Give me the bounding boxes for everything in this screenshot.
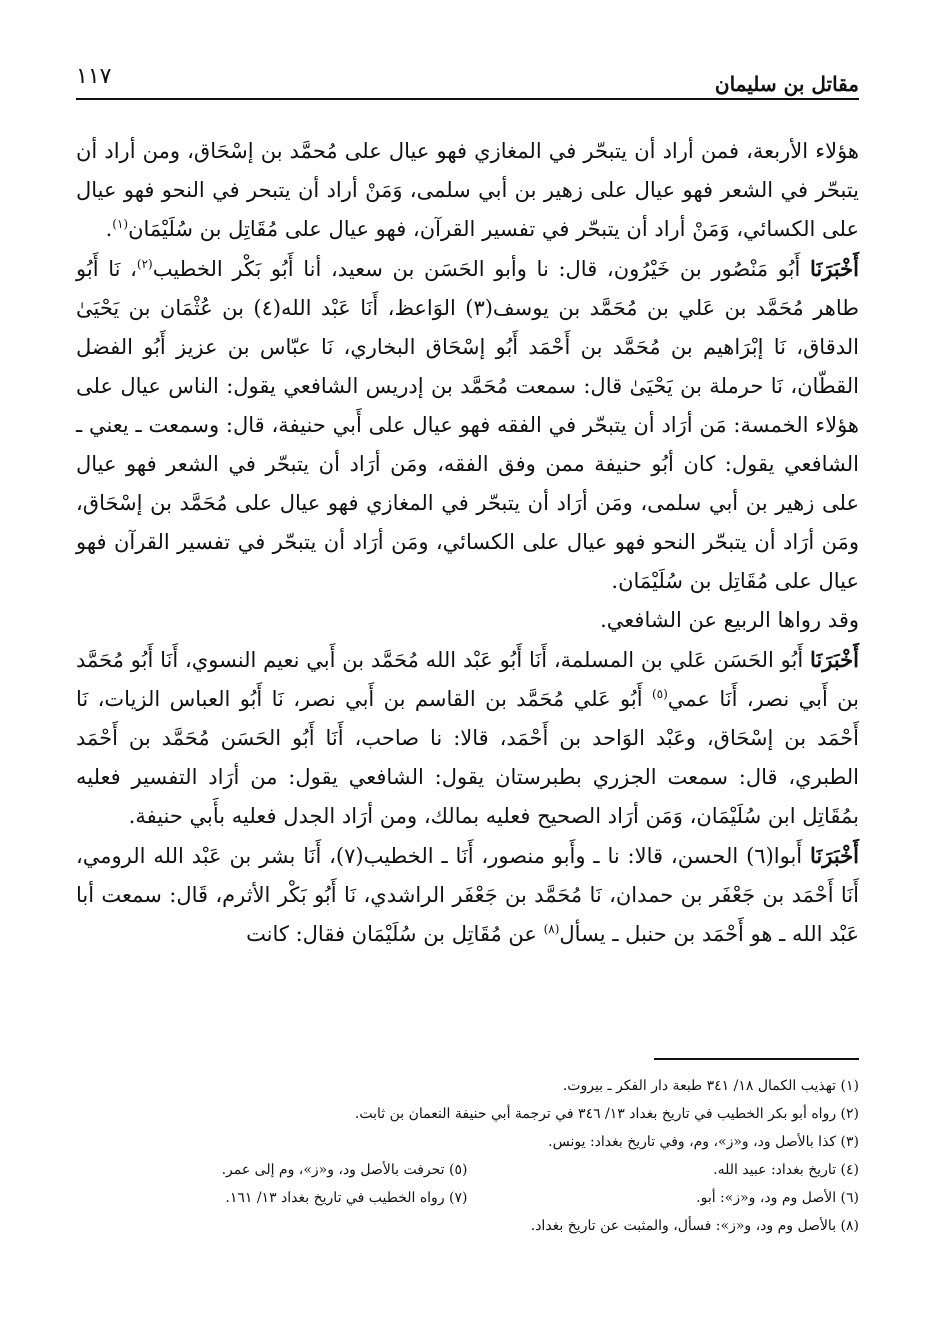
paragraph-3: [76, 601, 859, 640]
paragraph-5: [76, 836, 859, 954]
paragraph-text: أَبُو الحَسَن عَلي بن المسلمة، أَنَا أَبُو عَبْد الله مُحَمَّد بن أَبي نعيم النسوي، أَنَا أَبُو مُحَمَّد بن أَبي نصر، أَنَا عمي: [76, 648, 859, 711]
footnote-1: (١) تهذيب الكمال ١٨/ ٣٤١ طبعة دار الفكر ـ بيروت.: [562, 1078, 859, 1094]
paragraph-tail: عن مُقَاتِل بن سُلَيْمَان فقال: كانت: [246, 922, 544, 946]
paragraph-text: أَبُو مَنْصُور بن خَيْرُون، قال: نا وأبو الحَسَن بن سعيد، أنا أَبُو بَكْر الخطيب: [152, 257, 801, 281]
footnote-divider: [654, 1058, 859, 1060]
paragraph-1: [76, 132, 859, 249]
footnote-8: (٨) بالأصل وم ود، و«ز»: فسأل، والمثبت عن تاريخ بغداد.: [530, 1218, 859, 1234]
paragraph-2: [76, 249, 859, 601]
paragraph-text: أَبوا(٦) الحسن، قالا: نا ـ وأَبو منصور، أَنَا ـ الخطيب(٧)، أَنَا بشر بن عَبْد الله الرومي، أَنَا أَحْمَد بن جَعْفَر بن حمدان، نَا مُحَمَّد بن جَعْفَر الراشدي، نَا أَبُو بَكْر الأثرم، قَال: سمعت أبا عَبْد الله ـ هو أَحْمَد بن حنبل ـ يسأل: [76, 844, 859, 946]
main-text: [76, 132, 859, 954]
paragraph-text: وقد رواها الربيع عن الشافعي.: [600, 608, 859, 632]
footnote-ref: (٥): [651, 687, 668, 701]
page-header: [76, 58, 859, 100]
running-title: مقاتل بن سليمان: [714, 72, 859, 96]
lead-word: أَخْبَرَنَا: [810, 256, 859, 281]
paragraph-4: [76, 640, 859, 836]
lead-word: أَخْبَرَنَا: [810, 843, 859, 868]
footnote-ref: (٢): [136, 257, 153, 271]
paragraph-tail: أَبُو عَلي مُحَمَّد بن القاسم بن أَبي نصر، نَا أَبُو العباس الزيات، نَا أَحْمَد بن إسْحَاق، وعَبْد الوَاحد بن أَحْمَد، قالا: نا صاحب، أَنَا أَبُو الحَسَن مُحَمَّد بن أَحْمَد الطبري، قال: سمعت الجزري بطبرستان يقول: الشافعي يقول: من أرَاد التفسير فعليه بمُقَاتِل ابن سُلَيْمَان، وَمَن أرَاد الصحيح فعليه بمالك، ومن أرَاد الجدل فعليه بأَبي حنيفة.: [76, 687, 859, 828]
footnote-4: (٤) تاريخ بغداد: عبيد الله.: [713, 1162, 859, 1178]
footnotes: [76, 1072, 859, 1240]
footnote-2: (٢) رواه أبو بكر الخطيب في تاريخ بغداد ١٣/ ٣٤٦ في ترجمة أبي حنيفة النعمان بن ثابت.: [354, 1106, 859, 1122]
paragraph-tail: .: [105, 217, 113, 241]
footnote-3: (٣) كذا بالأصل ود، و«ز»، وم، وفي تاريخ بغداد: يونس.: [548, 1134, 859, 1150]
paragraph-tail: ، نَا أَبُو طاهر مُحَمَّد بن عَلي بن مُحَمَّد بن يوسف(٣) الوَاعظ، أَنَا عَبْد الله(٤) بن عُثْمَان بن يَحْيَىٰ الدقاق، نَا إبْرَاهيم بن مُحَمَّد بن أَحْمَد أَبُو إسْحَاق البخاري، نَا عبّاس بن عزيز أَبُو الفضل القطّان، نَا حرملة بن يَحْيَىٰ قال: سمعت مُحَمَّد بن إدريس الشافعي يقول: الناس عيال على هؤلاء الخمسة: مَن أرَاد أن يتبحّر في الفقه فهو عيال على أَبي حنيفة، قال: وسمعت ـ يعني ـ الشافعي يقول: كان أبُو حنيفة ممن وفق الفقه، ومَن أرَاد أن يتبحّر في الشعر فهو عيال على زهير بن أبي سلمى، ومَن أرَاد أن يتبحّر في المغازي فهو عيال على مُحَمَّد بن إسْحَاق، ومَن أرَاد أن يتبحّر النحو فهو عيال على الكسائي، ومَن أرَاد أن يتبحّر في تفسير القرآن فهو عيال على مُقَاتِل بن سُلَيْمَان.: [76, 257, 860, 593]
footnote-5: (٥) تحرفت بالأصل ود، و«ز»، وم إلى عمر.: [221, 1162, 468, 1178]
footnote-ref: (٨): [543, 922, 560, 936]
footnote-6: (٦) الأصل وم ود، و«ز»: أبو.: [696, 1190, 859, 1206]
paragraph-text: هؤلاء الأربعة، فمن أراد أن يتبحّر في المغازي فهو عيال على مُحمَّد بن إسْحَاق، ومن أراد أن يتبحّر في الشعر فهو عيال على زهير بن أبي سلمى، وَمَنْ أراد أن يتبحر في النحو فهو عيال على الكسائي، وَمَنْ أراد أن يتبحّر في تفسير القرآن، فهو عيال على مُقَاتِل بن سُلَيْمَان: [76, 139, 859, 241]
page-number: ١١٧: [76, 64, 112, 89]
footnote-7: (٧) رواه الخطيب في تاريخ بغداد ١٣/ ١٦١.: [225, 1190, 468, 1206]
lead-word: أَخْبَرَنَا: [810, 647, 859, 672]
footnote-ref: (١): [112, 217, 129, 231]
